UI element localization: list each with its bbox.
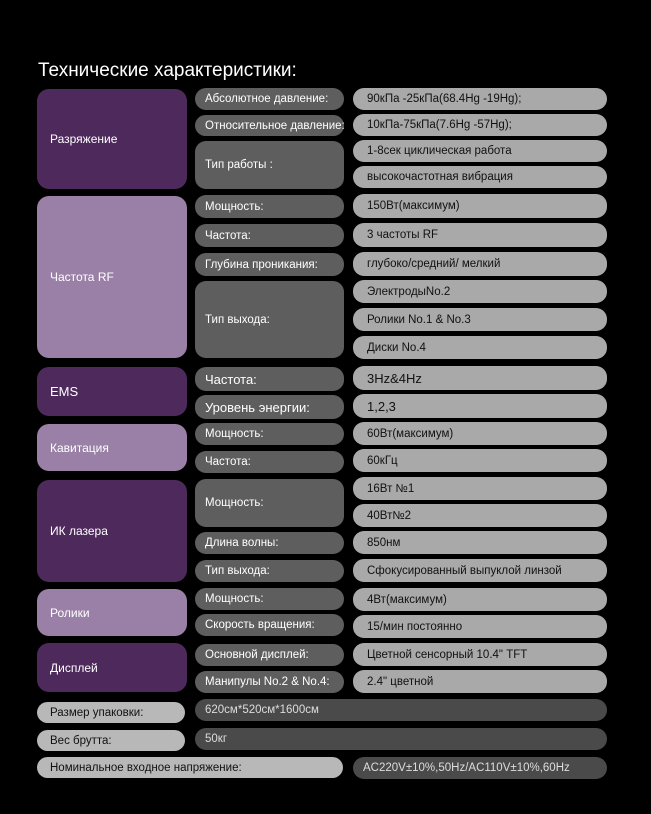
ir-power-label: Мощность: [195,479,344,527]
display-handle-value: 2.4" цветной [353,670,607,693]
category-ems: EMS [37,367,187,416]
rf-output-label: Тип выхода: [195,281,344,358]
ems-energy-label: Уровень энергии: [195,395,344,419]
ir-power-value-1: 16Вт №1 [353,477,607,500]
rf-freq-value: 3 частоты RF [353,223,607,247]
vacuum-mode-value-1: 1-8сек циклическая работа [353,140,607,162]
rollers-speed-label: Скорость вращения: [195,614,344,636]
vacuum-abs-value: 90кПа -25кПа(68.4Hg -19Hg); [353,88,607,110]
gross-weight-label: Вес брутта: [37,730,185,751]
rf-depth-label: Глубина проникания: [195,253,344,276]
package-size-value: 620см*520см*1600см [195,699,607,721]
rollers-power-value: 4Вт(максимум) [353,588,607,611]
category-rf: Частота RF [37,196,187,358]
cavitation-freq-value: 60кГц [353,449,607,472]
voltage-value: AC220V±10%,50Hz/AC110V±10%,60Hz [353,757,607,779]
rf-power-label: Мощность: [195,195,344,218]
category-cavitation: Кавитация [37,424,187,471]
page-title: Технические характеристики: [38,60,297,81]
rf-power-value: 150Вт(максимум) [353,194,607,218]
ir-output-label: Тип выхода: [195,560,344,582]
category-ir-laser: ИК лазера [37,480,187,582]
display-main-label: Основной дисплей: [195,644,344,666]
rf-depth-value: глубоко/средний/ мелкий [353,252,607,276]
category-vacuum: Разряжение [37,89,187,189]
vacuum-rel-value: 10кПа-75кПа(7.6Hg -57Hg); [353,114,607,136]
voltage-label: Номинальное входное напряжение: [37,757,343,778]
ems-freq-value: 3Hz&4Hz [353,366,607,390]
ems-energy-value: 1,2,3 [353,394,607,418]
cavitation-power-value: 60Вт(максимум) [353,422,607,445]
ir-wave-label: Длина волны: [195,532,344,554]
rollers-speed-value: 15/мин постоянно [353,615,607,638]
ems-freq-label: Частота: [195,367,344,391]
cavitation-freq-label: Частота: [195,451,344,473]
gross-weight-value: 50кг [195,728,607,750]
package-size-label: Размер упаковки: [37,702,185,723]
category-display: Дисплей [37,643,187,692]
rf-freq-label: Частота: [195,224,344,247]
ir-output-value: Сфокусированный выпуклой линзой [353,559,607,582]
vacuum-mode-value-2: высокочастотная вибрация [353,166,607,188]
ir-wave-value: 850нм [353,531,607,554]
display-main-value: Цветной сенсорный 10.4" TFT [353,643,607,666]
rollers-power-label: Мощность: [195,588,344,610]
vacuum-abs-label: Абсолютное давление: [195,88,344,110]
rf-output-value-1: ЭлектродыNo.2 [353,280,607,303]
rf-output-value-3: Диски No.4 [353,336,607,359]
display-handle-label: Манипулы No.2 & No.4: [195,671,344,693]
vacuum-rel-label: Относительное давление: [195,115,344,136]
rf-output-value-2: Ролики No.1 & No.3 [353,308,607,331]
cavitation-power-label: Мощность: [195,423,344,445]
category-rollers: Ролики [37,589,187,636]
ir-power-value-2: 40Вт№2 [353,504,607,527]
vacuum-mode-label: Тип работы : [195,141,344,189]
